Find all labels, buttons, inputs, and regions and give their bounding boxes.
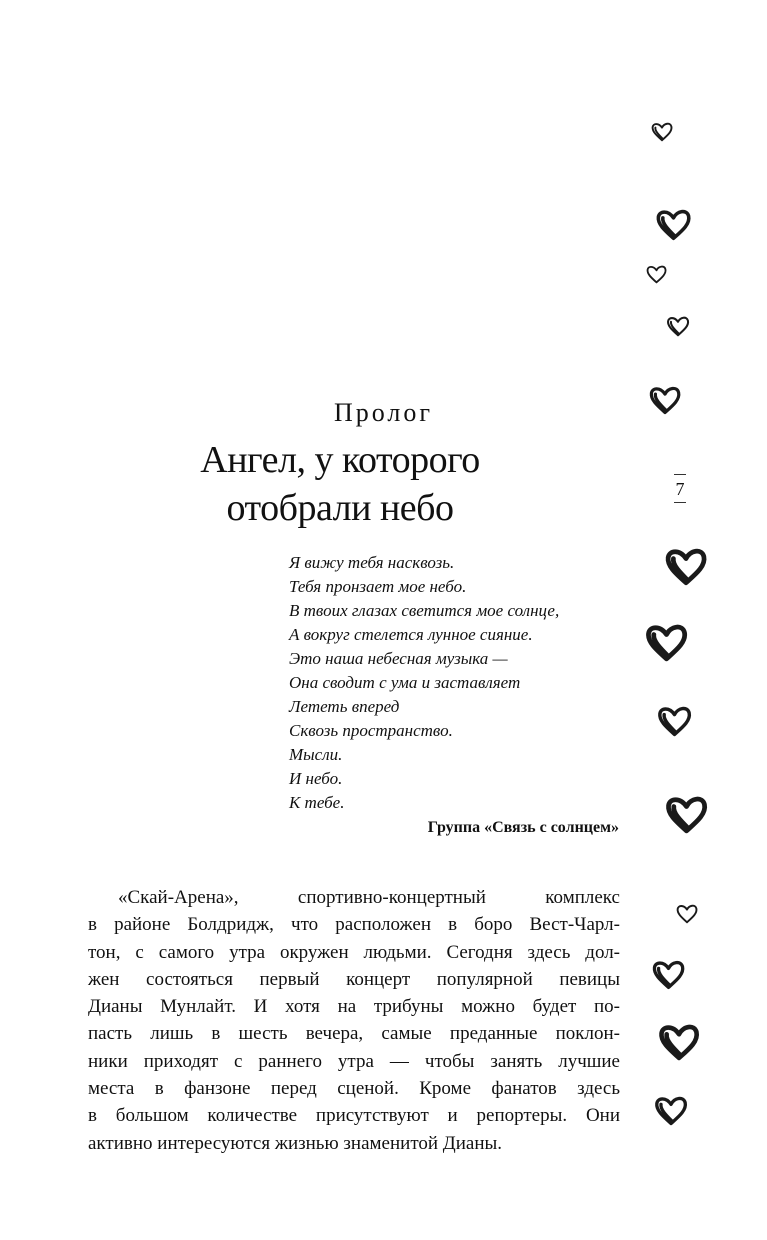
body-line: пасть лишь в шесть вечера, самые преданные поклон- [88,1023,620,1045]
chapter-title-line: Ангел, у которого [200,439,480,481]
page-number [670,474,690,503]
epigraph-line: А вокруг стелется лунное сияние. [289,625,533,644]
epigraph-line: Она сводит с ума и заставляет [289,673,521,692]
heart-outline-icon [666,316,690,337]
heart-outline-icon [665,548,707,586]
chapter-label: Пролог [333,398,434,427]
epigraph [289,551,629,815]
chapter-title-line: отобрали небо [226,487,454,529]
body-line: активно интересуются жизнью знаменитой Дианы. [88,1132,503,1154]
heart-outline-icon [655,209,692,241]
epigraph-line: И небо. [289,769,343,788]
heart-outline-icon [657,706,692,737]
heart-outline-icon [646,265,667,284]
page-number-dash [674,474,686,475]
body-line: в большом количестве присутствуют и репортеры. Они [88,1105,620,1127]
heart-outline-icon [658,1024,700,1061]
heart-outline-icon [676,904,698,924]
chapter-title [90,436,590,532]
body-paragraph [88,884,620,1157]
epigraph-line: К тебе. [289,793,345,812]
body-line: в районе Болдридж, что расположен в боро Вест-Чарл- [88,914,620,936]
heart-outline-icon [649,386,681,415]
page-number-underline [674,502,686,503]
epigraph-line: Сквозь пространство. [289,721,453,740]
epigraph-line: Лететь вперед [289,697,400,716]
epigraph-line: Это наша небесная музыка — [289,649,508,668]
epigraph-line: Мысли. [289,745,343,764]
heart-outline-icon [651,122,673,142]
body-line: Дианы Мунлайт. И хотя на трибуны можно будет по- [88,996,620,1018]
heart-outline-icon [645,624,688,662]
heart-outline-icon [654,1096,688,1126]
body-line: жен состояться первый концерт популярной певицы [88,968,620,990]
epigraph-line: Я вижу тебя насквозь. [289,553,455,572]
body-line: ники приходят с раннего утра — чтобы занять лучшие [88,1050,620,1072]
body-line: тон, с самого утра окружен людьми. Сегодня здесь дол- [88,941,620,963]
body-line: места в фанзоне перед сценой. Кроме фанатов здесь [88,1078,620,1100]
epigraph-line: Тебя пронзает мое небо. [289,577,467,596]
epigraph-source: Группа «Связь с солнцем» [427,819,619,836]
heart-outline-icon [665,796,708,834]
epigraph-line: В твоих глазах светится мое солнце, [289,601,560,620]
heart-outline-icon [652,960,685,990]
body-line: «Скай-Арена», спортивно-концертный комплекс [118,887,620,908]
page-number-value: 7 [675,479,685,499]
